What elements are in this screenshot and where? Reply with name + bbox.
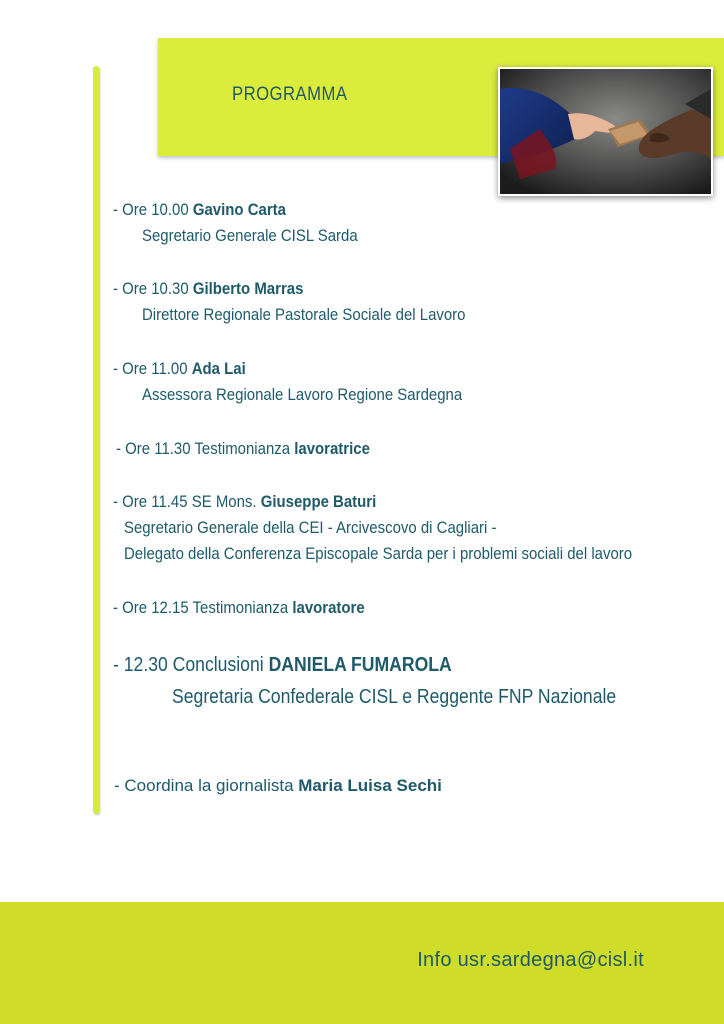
program-role: Delegato della Conferenza Episcopale Sarda per i problemi sociali del lavoro [124,544,633,563]
program-item-gilberto-marras [113,279,510,325]
program-item-daniela-fumarola [113,653,677,709]
program-speaker: Giuseppe Baturi [260,492,377,511]
program-speaker: Ada Lai [191,359,246,378]
coordinator-line [114,776,442,796]
program-role: Segretario Generale CISL Sarda [142,226,358,245]
program-time: - Ore 11.30 Testimonianza [116,439,295,458]
info-contact[interactable]: Info usr.sardegna@cisl.it [417,949,644,971]
program-line [113,279,462,299]
program-item-giuseppe-baturi [113,492,701,564]
program-speaker: DANIELA FUMAROLA [268,654,452,676]
program-line [113,200,354,220]
program-time: - Ore 11.45 SE Mons. [113,492,261,511]
program-item-ada-lai [113,359,506,405]
decorative-vertical-bar [93,66,99,814]
program-role: Assessora Regionale Lavoro Regione Sardegna [142,385,463,404]
program-item-gavino-carta [113,200,387,246]
program-time: - Ore 12.15 Testimonianza [113,598,293,617]
program-speaker: lavoratrice [294,439,370,458]
hands-sharing-bread-photo [498,67,713,196]
program-line [113,359,459,379]
coordinator-label: - Coordina la giornalista [114,776,299,795]
program-line [113,653,609,677]
program-line [113,598,365,618]
program-speaker: Gavino Carta [192,200,286,219]
program-role: Direttore Regionale Pastorale Sociale del Lavoro [142,305,466,324]
program-line [113,492,631,512]
program-speaker: lavoratore [292,598,365,617]
program-time: - Ore 10.30 [113,279,193,298]
program-speaker: Gilberto Marras [192,279,304,298]
program-time: - Ore 10.00 [113,200,193,219]
program-role: Segretaria Confederale CISL e Reggente FNP Nazionale [172,686,617,708]
program-item-lavoratrice [116,439,405,459]
program-line [116,439,370,459]
program-time: - 12.30 Conclusioni [113,654,269,676]
program-time: - Ore 11.00 [113,359,192,378]
program-item-lavoratore [113,598,399,618]
coordinator-name: Maria Luisa Sechi [298,776,442,795]
program-role: Segretario Generale della CEI - Arcivescovo di Cagliari - [124,518,497,537]
page-title: PROGRAMMA [232,84,348,105]
